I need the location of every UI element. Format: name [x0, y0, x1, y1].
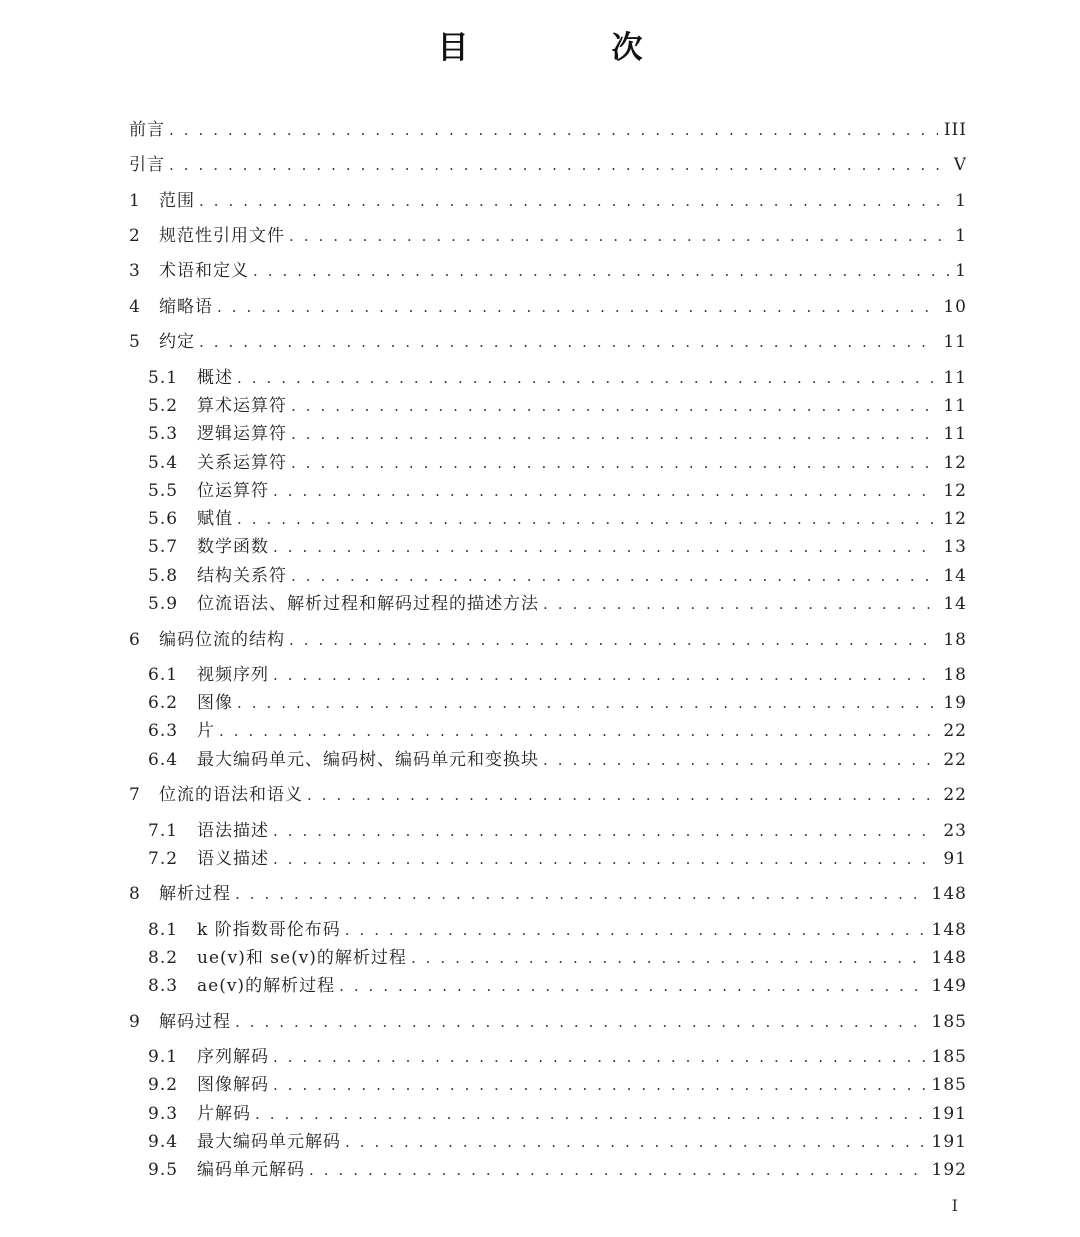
toc-entry-number: 5.3: [148, 424, 179, 444]
toc-entry-page: 13: [943, 537, 967, 557]
toc-entry-number: 8.1: [148, 920, 179, 940]
toc-entry-page: 185: [931, 1012, 967, 1032]
toc-entry-page: 12: [943, 481, 967, 501]
toc-entry[interactable]: [148, 592, 967, 616]
toc-entry[interactable]: [148, 1130, 967, 1154]
toc-entry-number: 9: [129, 1012, 141, 1032]
dot-leader: [273, 1073, 926, 1097]
toc-entry[interactable]: [129, 330, 967, 354]
toc-entry[interactable]: [148, 918, 967, 942]
toc-entry-title: 片解码: [197, 1104, 251, 1124]
dot-leader: [169, 153, 948, 177]
toc-entry-page: 185: [931, 1075, 967, 1095]
dot-leader: [217, 295, 937, 319]
toc-entry-page: 1: [955, 191, 967, 211]
toc-entry-title: 概述: [197, 368, 233, 388]
toc-entry-title: 解析过程: [159, 884, 231, 904]
toc-entry-number: 7.1: [148, 821, 179, 841]
toc-entry[interactable]: [148, 394, 967, 418]
toc-entry[interactable]: [129, 783, 967, 807]
dot-leader: [345, 1130, 926, 1154]
toc-entry-page: 22: [943, 785, 967, 805]
dot-leader: [291, 451, 937, 475]
toc-entry-page: 185: [931, 1047, 967, 1067]
toc-entry-number: 6.3: [148, 721, 179, 741]
toc-entry-title: 语义描述: [197, 849, 269, 869]
toc-entry-page: 192: [931, 1160, 967, 1180]
toc-entry[interactable]: [129, 118, 967, 142]
dot-leader: [253, 259, 949, 283]
toc-entry-number: 6: [129, 630, 141, 650]
toc-entry-number: 6.1: [148, 665, 179, 685]
toc-entry[interactable]: [148, 507, 967, 531]
toc-entry[interactable]: [148, 535, 967, 559]
toc-entry[interactable]: [148, 974, 967, 998]
toc-entry-page: 91: [943, 849, 967, 869]
toc-entry-number: 9.2: [148, 1075, 179, 1095]
toc-entry-title: 范围: [159, 191, 195, 211]
dot-leader: [273, 1045, 926, 1069]
toc-entry-title: 算术运算符: [197, 396, 287, 416]
toc-entry-number: 5: [129, 332, 141, 352]
toc-entry[interactable]: [148, 691, 967, 715]
toc-entry-number: 3: [129, 261, 141, 281]
toc-entry-page: 11: [943, 396, 967, 416]
toc-entry-number: 4: [129, 297, 141, 317]
dot-leader: [411, 946, 926, 970]
toc-entry-title: 序列解码: [197, 1047, 269, 1067]
dot-leader: [169, 118, 938, 142]
toc-entry-page: III: [943, 120, 967, 140]
toc-entry[interactable]: [148, 663, 967, 687]
toc-entry-title: 关系运算符: [197, 453, 287, 473]
toc-entry-page: 1: [955, 226, 967, 246]
toc-entry[interactable]: [148, 1045, 967, 1069]
toc-entry-number: 9.3: [148, 1104, 179, 1124]
dot-leader: [273, 479, 937, 503]
toc-entry-number: 8: [129, 884, 141, 904]
toc-entry-page: 12: [943, 509, 967, 529]
toc-entry-title: 缩略语: [159, 297, 213, 317]
toc-entry-title: 约定: [159, 332, 195, 352]
toc-entry-number: 9.5: [148, 1160, 179, 1180]
toc-entry-page: 11: [943, 368, 967, 388]
toc-entry-title: 位流语法、解析过程和解码过程的描述方法: [197, 594, 539, 614]
toc-entry-number: 6.2: [148, 693, 179, 713]
dot-leader: [543, 748, 937, 772]
toc-entry-number: 9.1: [148, 1047, 179, 1067]
toc-entry-page: 148: [931, 920, 967, 940]
dot-leader: [273, 535, 937, 559]
toc-entry[interactable]: [148, 451, 967, 475]
toc-entry-page: 23: [943, 821, 967, 841]
toc-entry[interactable]: [129, 153, 967, 177]
toc-entry-title: 片: [197, 721, 215, 741]
dot-leader: [199, 330, 937, 354]
toc-entry-page: 19: [943, 693, 967, 713]
dot-leader: [345, 918, 926, 942]
toc-entry-page: 11: [943, 424, 967, 444]
toc-entry-number: 8.2: [148, 948, 179, 968]
toc-entry[interactable]: [129, 628, 967, 652]
toc-entry-page: 1: [955, 261, 967, 281]
toc-entry-title: 引言: [129, 155, 165, 175]
dot-leader: [237, 366, 937, 390]
toc-entry-title: 逻辑运算符: [197, 424, 287, 444]
dot-leader: [309, 1158, 926, 1182]
page-title: 目 次: [437, 30, 699, 66]
toc-entry-title: 最大编码单元解码: [197, 1132, 341, 1152]
page-number: I: [951, 1196, 958, 1215]
toc-entry[interactable]: [129, 224, 967, 248]
toc-entry-title: 图像: [197, 693, 233, 713]
toc-entry[interactable]: [148, 719, 967, 743]
toc-entry[interactable]: [129, 259, 967, 283]
toc-entry-number: 5.4: [148, 453, 179, 473]
toc-entry[interactable]: [129, 295, 967, 319]
toc-entry-title: 语法描述: [197, 821, 269, 841]
toc-entry-number: 9.4: [148, 1132, 179, 1152]
dot-leader: [273, 663, 937, 687]
toc-entry[interactable]: [148, 1073, 967, 1097]
toc-entry-title: 规范性引用文件: [159, 226, 285, 246]
dot-leader: [291, 422, 937, 446]
toc-entry-page: 11: [943, 332, 967, 352]
toc-entry-title: k 阶指数哥伦布码: [197, 920, 341, 940]
dot-leader: [543, 592, 937, 616]
toc-entry[interactable]: [148, 946, 967, 970]
toc-entry-number: 5.5: [148, 481, 179, 501]
toc-entry-number: 7: [129, 785, 141, 805]
dot-leader: [219, 719, 937, 743]
toc-entry-title: 编码单元解码: [197, 1160, 305, 1180]
toc-entry-title: 解码过程: [159, 1012, 231, 1032]
toc-entry-number: 5.2: [148, 396, 179, 416]
toc-entry[interactable]: [129, 1010, 967, 1034]
toc-entry[interactable]: [148, 366, 967, 390]
toc-entry-page: 148: [931, 884, 967, 904]
toc-entry-page: 12: [943, 453, 967, 473]
toc-entry-number: 5.8: [148, 566, 179, 586]
toc-entry-number: 1: [129, 191, 141, 211]
toc-entry[interactable]: [148, 422, 967, 446]
dot-leader: [235, 882, 926, 906]
toc-entry-title: 编码位流的结构: [159, 630, 285, 650]
toc-entry-page: V: [953, 155, 967, 175]
toc-entry-title: 图像解码: [197, 1075, 269, 1095]
dot-leader: [291, 394, 937, 418]
toc-entry-title: 结构关系符: [197, 566, 287, 586]
dot-leader: [273, 819, 937, 843]
dot-leader: [237, 691, 937, 715]
dot-leader: [289, 224, 949, 248]
toc-entry[interactable]: [148, 479, 967, 503]
toc-entry-title: 位流的语法和语义: [159, 785, 303, 805]
toc-entry-title: ue(v)和 se(v)的解析过程: [197, 948, 407, 968]
toc-entry-title: 前言: [129, 120, 165, 140]
toc-entry-page: 191: [931, 1104, 967, 1124]
toc-entry[interactable]: [148, 564, 967, 588]
toc-entry-number: 5.7: [148, 537, 179, 557]
toc-entry-title: 最大编码单元、编码树、编码单元和变换块: [197, 750, 539, 770]
toc-entry-number: 5.9: [148, 594, 179, 614]
toc-entry-page: 18: [943, 630, 967, 650]
toc-entry-title: 术语和定义: [159, 261, 249, 281]
toc-entry-page: 148: [931, 948, 967, 968]
toc-entry[interactable]: [129, 882, 967, 906]
toc-entry-number: 7.2: [148, 849, 179, 869]
toc-entry[interactable]: [148, 847, 967, 871]
toc-entry-number: 6.4: [148, 750, 179, 770]
toc-entry-number: 8.3: [148, 976, 179, 996]
toc-entry-page: 22: [943, 721, 967, 741]
dot-leader: [291, 564, 937, 588]
toc-entry-number: 5.1: [148, 368, 179, 388]
toc-entry-page: 18: [943, 665, 967, 685]
toc-entry-page: 14: [943, 594, 967, 614]
toc-entry-page: 22: [943, 750, 967, 770]
dot-leader: [307, 783, 937, 807]
toc-entry-title: 赋值: [197, 509, 233, 529]
toc-entry-title: 视频序列: [197, 665, 269, 685]
toc-entry[interactable]: [129, 189, 967, 213]
toc-entry-number: 5.6: [148, 509, 179, 529]
toc-entry[interactable]: [148, 748, 967, 772]
dot-leader: [273, 847, 937, 871]
toc-entry-page: 191: [931, 1132, 967, 1152]
toc-entry-title: 数学函数: [197, 537, 269, 557]
dot-leader: [255, 1102, 926, 1126]
toc-entry[interactable]: [148, 1102, 967, 1126]
toc-entry-title: 位运算符: [197, 481, 269, 501]
toc-entry[interactable]: [148, 1158, 967, 1182]
dot-leader: [237, 507, 937, 531]
dot-leader: [289, 628, 937, 652]
toc-entry-page: 10: [943, 297, 967, 317]
toc-entry-page: 14: [943, 566, 967, 586]
dot-leader: [235, 1010, 926, 1034]
toc-entry-number: 2: [129, 226, 141, 246]
toc-entry[interactable]: [148, 819, 967, 843]
dot-leader: [199, 189, 949, 213]
toc-entry-title: ae(v)的解析过程: [197, 976, 336, 996]
toc-entry-page: 149: [931, 976, 967, 996]
dot-leader: [339, 974, 925, 998]
